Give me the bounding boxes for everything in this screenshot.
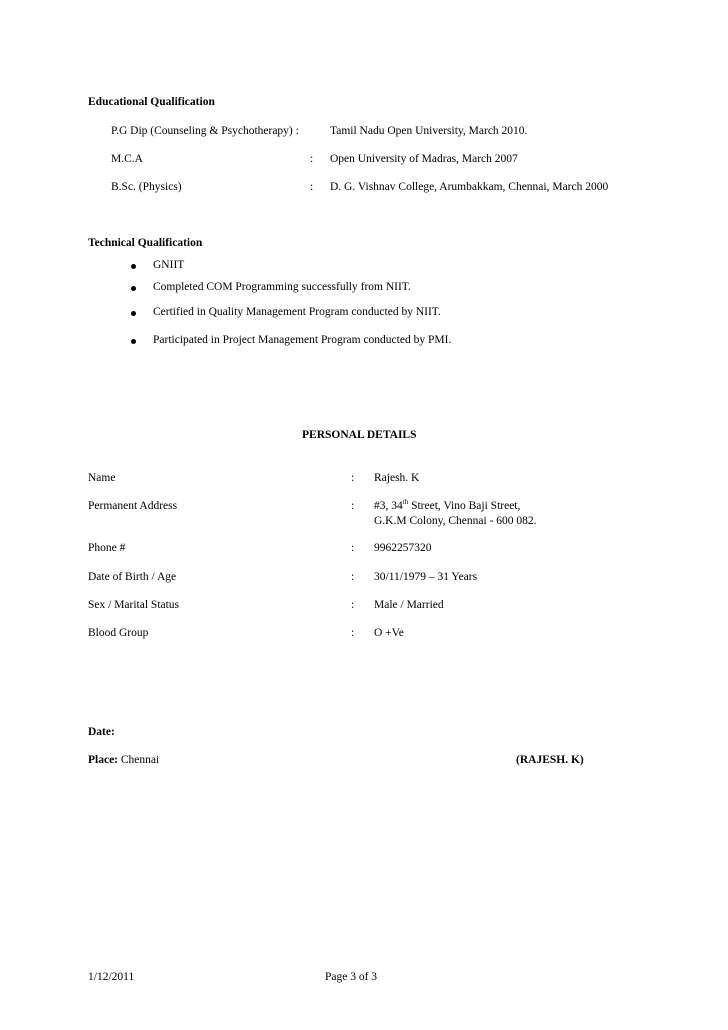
edu-degree: P.G Dip (Counseling & Psychotherapy) : — [111, 125, 299, 137]
footer-date: 1/12/2011 — [88, 971, 135, 983]
edu-detail: Open University of Madras, March 2007 — [330, 153, 518, 165]
place-line — [88, 754, 159, 766]
place-value: Chennai — [118, 754, 160, 766]
detail-label: Permanent Address — [88, 500, 178, 512]
list-item-text: GNIIT — [153, 259, 185, 271]
edu-separator: : — [310, 181, 314, 193]
educational-heading: Educational Qualification — [88, 96, 215, 108]
detail-value: 9962257320 — [374, 542, 432, 554]
personal-heading: PERSONAL DETAILS — [302, 429, 417, 441]
bullet-icon — [131, 264, 136, 269]
technical-heading: Technical Qualification — [88, 237, 203, 249]
detail-value: #3, 34th Street, Vino Baji Street, — [374, 498, 521, 512]
detail-value: O +Ve — [374, 627, 404, 639]
bullet-icon — [131, 286, 136, 291]
place-label: Place: — [88, 754, 119, 766]
detail-separator: : — [351, 500, 355, 512]
footer-page-number: Page 3 of 3 — [325, 971, 378, 983]
detail-separator: : — [351, 599, 355, 611]
detail-label: Name — [88, 472, 116, 484]
list-item-text: Certified in Quality Management Program conducted by NIIT. — [153, 306, 441, 318]
bullet-icon — [131, 339, 136, 344]
detail-separator: : — [351, 472, 355, 484]
detail-label: Blood Group — [88, 627, 149, 639]
edu-degree: B.Sc. (Physics) — [111, 181, 182, 193]
list-item-text: Participated in Project Management Program conducted by PMI. — [153, 334, 452, 346]
detail-separator: : — [351, 542, 355, 554]
edu-separator: : — [310, 153, 314, 165]
bullet-icon — [131, 311, 136, 316]
detail-value: 30/11/1979 – 31 Years — [374, 571, 478, 583]
detail-value: Male / Married — [374, 599, 444, 611]
edu-degree: M.C.A — [111, 153, 143, 165]
detail-separator: : — [351, 571, 355, 583]
date-label: Date: — [88, 726, 115, 738]
detail-label: Date of Birth / Age — [88, 571, 177, 583]
edu-detail: Tamil Nadu Open University, March 2010. — [330, 125, 528, 137]
list-item-text: Completed COM Programming successfully from NIIT. — [153, 281, 411, 293]
signature-name: (RAJESH. K) — [516, 754, 584, 766]
detail-label: Sex / Marital Status — [88, 599, 180, 611]
edu-detail: D. G. Vishnav College, Arumbakkam, Chennai, March 2000 — [330, 181, 609, 193]
detail-value-line2: G.K.M Colony, Chennai - 600 082. — [374, 515, 537, 527]
detail-value: Rajesh. K — [374, 472, 420, 484]
detail-label: Phone # — [88, 542, 126, 554]
detail-separator: : — [351, 627, 355, 639]
